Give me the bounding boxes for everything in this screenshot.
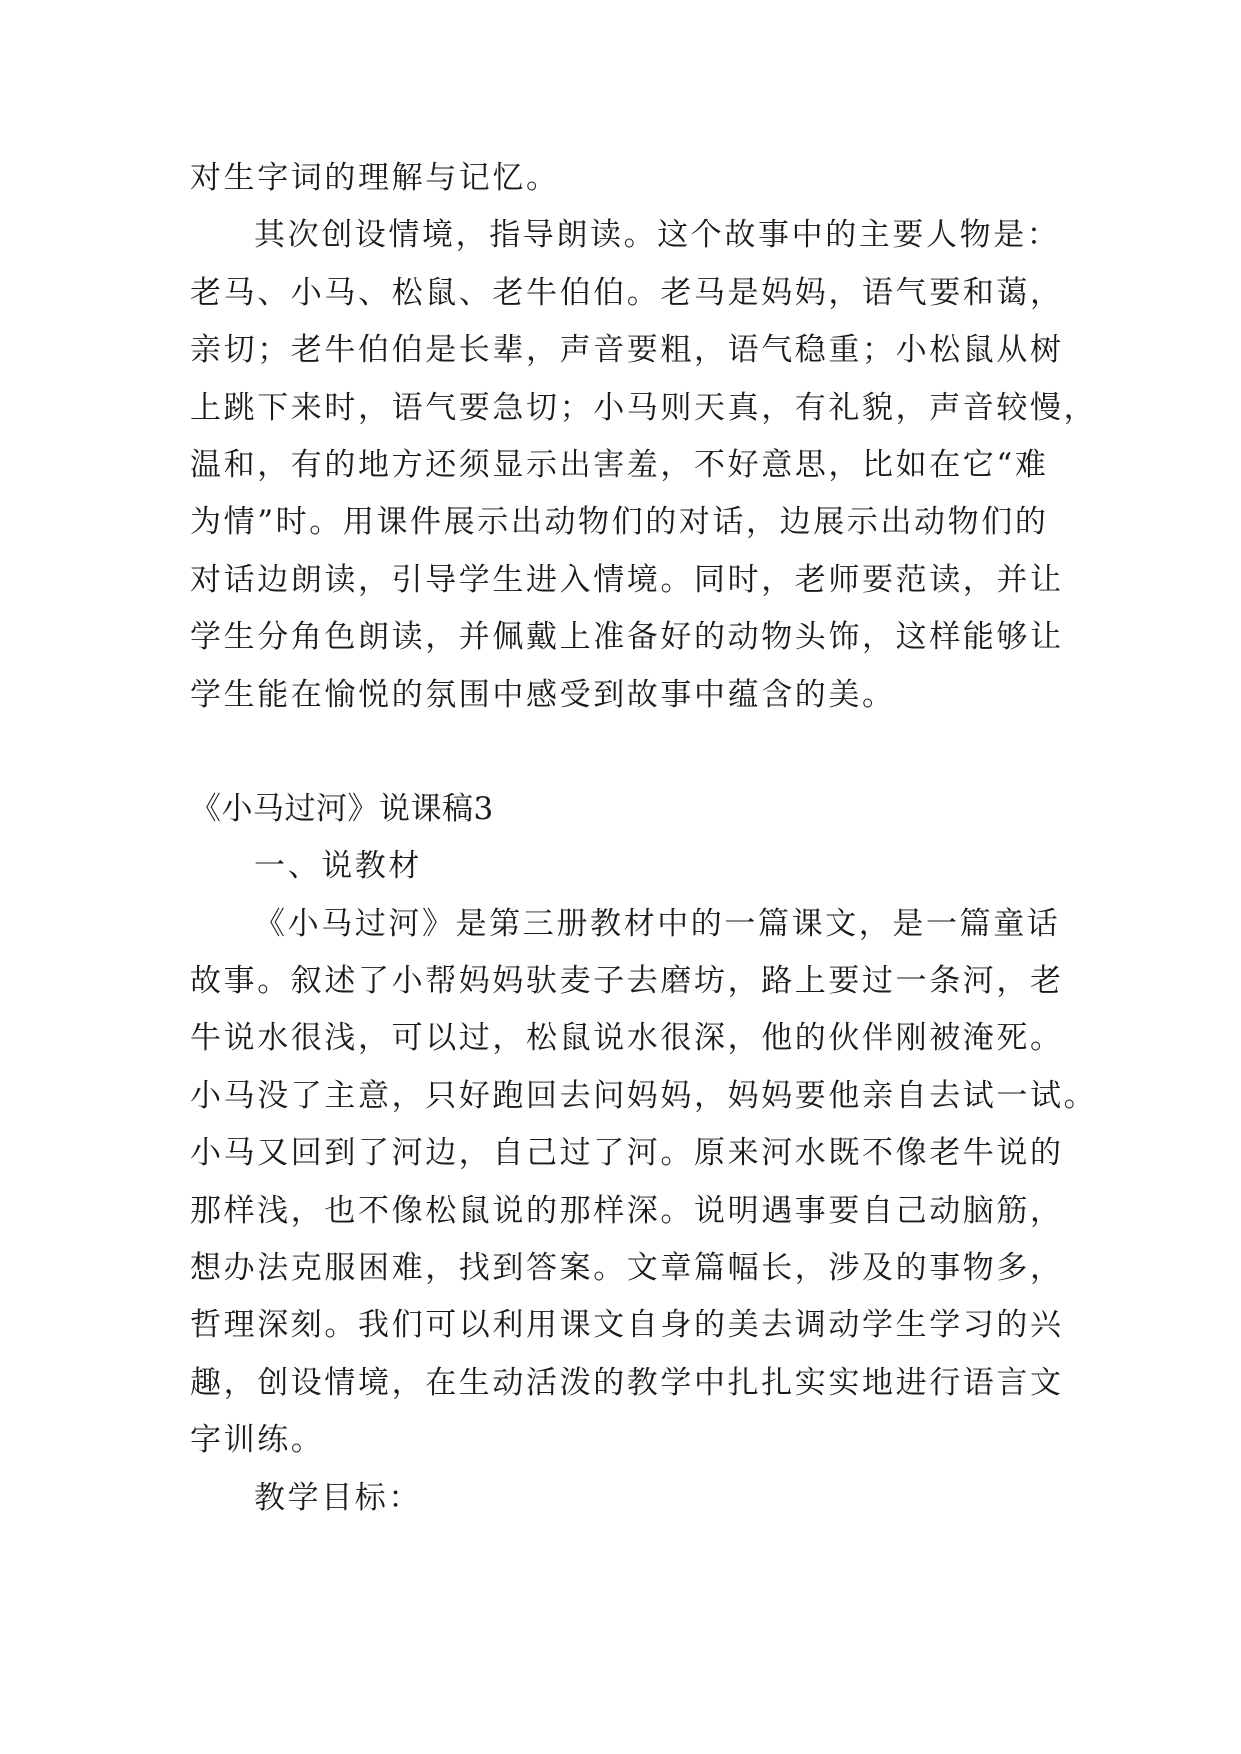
paragraph-2-line: 上跳下来时，语气要急切；小马则天真，有礼貌，声音较慢， [190, 389, 1098, 426]
paragraph-2-line: 学生能在愉悦的氛围中感受到故事中蕴含的美。 [190, 676, 896, 713]
paragraph-2-line: 亲切；老牛伯伯是长辈，声音要粗，语气稳重；小松鼠从树 [190, 332, 1064, 369]
paragraph-1-line: 对生字词的理解与记忆。 [190, 160, 560, 196]
paragraph-2-line: 为情”时。用课件展示出动物们的对话，边展示出动物们的 [190, 504, 1049, 541]
paragraph-3-line: 字训练。 [190, 1422, 325, 1459]
paragraph-2-line: 其次创设情境，指导朗读。这个故事中的主要人物是： [254, 217, 1061, 254]
subsection-heading: 教学目标： [254, 1479, 422, 1516]
subsection-heading: 一、说教材 [254, 848, 422, 885]
paragraph-2-line: 学生分角色朗读，并佩戴上准备好的动物头饰，这样能够让 [190, 619, 1064, 656]
paragraph-3-line: 哲理深刻。我们可以利用课文自身的美去调动学生学习的兴 [190, 1307, 1064, 1344]
section-spacer [190, 724, 1060, 781]
paragraph-3-line: 小马没了主意，只好跑回去问妈妈，妈妈要他亲自去试一试。 [190, 1077, 1098, 1114]
document-body [190, 150, 1098, 1527]
paragraph-3-line: 小马又回到了河边，自己过了河。原来河水既不像老牛说的 [190, 1135, 1064, 1172]
paragraph-2-line: 温和，有的地方还须显示出害羞，不好意思，比如在它“难 [190, 446, 1049, 483]
paragraph-3-line: 《小马过河》是第三册教材中的一篇课文，是一篇童话 [254, 905, 1061, 942]
paragraph-2-line: 对话边朗读，引导学生进入情境。同时，老师要范读，并让 [190, 561, 1064, 598]
paragraph-3-line: 趣，创设情境，在生动活泼的教学中扎扎实实地进行语言文 [190, 1364, 1064, 1401]
paragraph-3-line: 那样浅，也不像松鼠说的那样深。说明遇事要自己动脑筋， [190, 1192, 1064, 1229]
paragraph-2-line: 老马、小马、松鼠、老牛伯伯。老马是妈妈，语气要和蔼， [190, 274, 1064, 311]
paragraph-3-line: 故事。叙述了小帮妈妈驮麦子去磨坊，路上要过一条河，老 [190, 963, 1064, 1000]
paragraph-3-line: 牛说水很浅，可以过，松鼠说水很深，他的伙伴刚被淹死。 [190, 1020, 1064, 1057]
section-title: 《小马过河》说课稿3 [190, 790, 494, 827]
paragraph-3-line: 想办法克服困难，找到答案。文章篇幅长，涉及的事物多， [190, 1250, 1064, 1287]
